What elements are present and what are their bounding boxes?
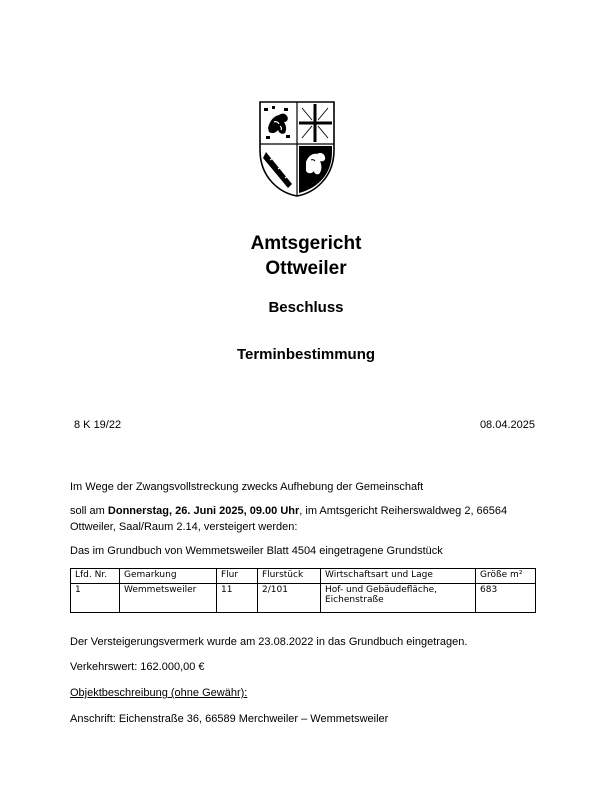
table-header-row (71, 569, 536, 584)
col-header-gemarkung: Gemarkung (120, 569, 217, 584)
col-header-lfd-nr: Lfd. Nr. (71, 569, 120, 584)
property-table (70, 568, 536, 613)
registration-note: Der Versteigerungsvermerk wurde am 23.08.2022 in das Grundbuch eingetragen. (70, 636, 468, 648)
document-type: Beschluss (268, 299, 344, 316)
cell-flurstueck: 2/101 (258, 584, 321, 613)
col-header-wirtschaftsart: Wirtschaftsart und Lage (321, 569, 476, 584)
auction-date: Donnerstag, 26. Juni 2025, 09.00 Uhr (107, 505, 300, 517)
cell-gemarkung: Wemmetsweiler (120, 584, 217, 613)
intro-paragraph: Im Wege der Zwangsvollstreckung zwecks Aufhebung der Gemeinschaft (70, 481, 424, 493)
col-header-groesse: Größe m² (476, 569, 536, 584)
schedule-suffix: , im Amtsgericht Reiherswaldweg 2, 66564 Ottweiler, Saal/Raum 2.14, versteigert werden: (70, 505, 508, 533)
cell-flur: 11 (217, 584, 258, 613)
col-header-flur: Flur (217, 569, 258, 584)
registry-paragraph: Das im Grundbuch von Wemmetsweiler Blatt 4504 eingetragene Grundstück (70, 545, 443, 557)
cell-groesse: 683 (476, 584, 536, 613)
document-date: 08.04.2025 (479, 419, 535, 431)
court-name-line2: Ottweiler (265, 258, 347, 279)
table-row (71, 584, 536, 613)
case-number: 8 K 19/22 (74, 419, 122, 431)
object-description-heading: Objektbeschreibung (ohne Gewähr): (70, 687, 248, 699)
schedule-paragraph (70, 503, 530, 535)
schedule-prefix: soll am (70, 505, 108, 517)
market-value: Verkehrswert: 162.000,00 € (70, 661, 205, 673)
saarland-coat-of-arms-icon (258, 100, 336, 198)
document-title: Terminbestimmung (236, 346, 376, 363)
col-header-flurstueck: Flurstück (258, 569, 321, 584)
property-address: Anschrift: Eichenstraße 36, 66589 Merchweiler – Wemmetsweiler (70, 713, 389, 725)
cell-lfd-nr: 1 (71, 584, 120, 613)
court-name-line1: Amtsgericht (250, 233, 362, 254)
cell-wirtschaftsart: Hof- und Gebäudefläche, Eichenstraße (321, 584, 476, 613)
